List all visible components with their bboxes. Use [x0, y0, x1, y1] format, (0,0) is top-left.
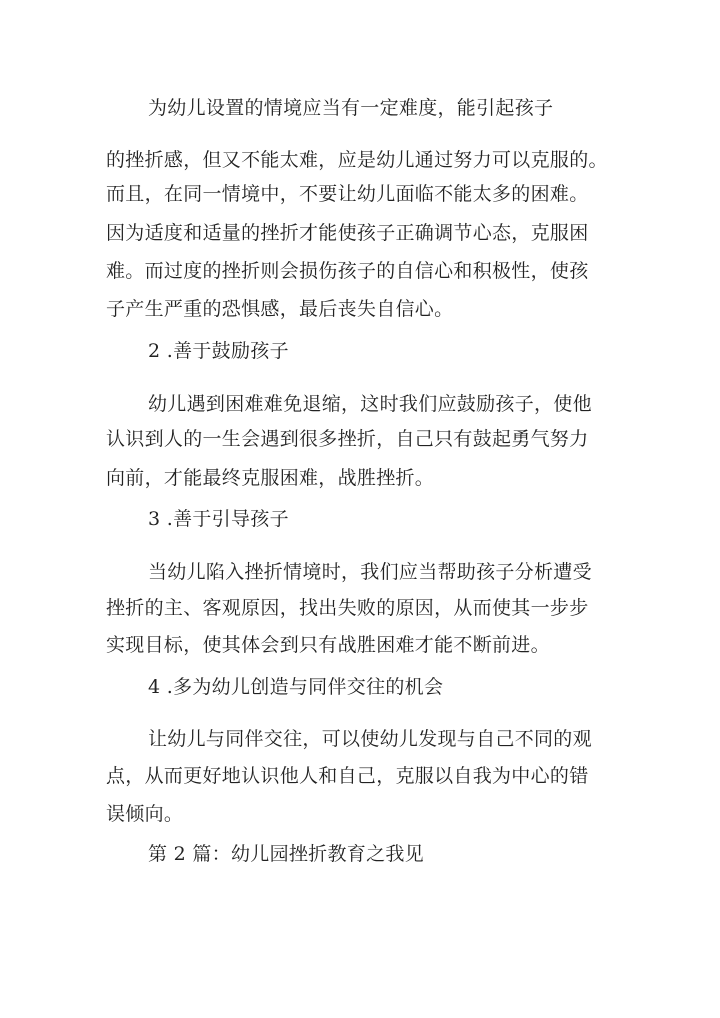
paragraph-line: 子产生严重的恐惧感，最后丧失自信心。: [106, 298, 454, 320]
section-heading: 3 .善于引导孩子: [148, 508, 289, 530]
chapter-heading: 第 2 篇：幼儿园挫折教育之我见: [148, 843, 424, 865]
section-heading: 2 .善于鼓励孩子: [148, 340, 289, 362]
paragraph-line: 误倾向。: [106, 803, 184, 825]
section-heading: 4 .多为幼儿创造与同伴交往的机会: [148, 676, 444, 698]
paragraph-line: 点，从而更好地认识他人和自己，克服以自我为中心的错: [106, 765, 589, 787]
paragraph-line: 认识到人的一生会遇到很多挫折，自己只有鼓起勇气努力: [106, 428, 589, 450]
paragraph-line: 的挫折感，但又不能太难，应是幼儿通过努力可以克服的。: [106, 149, 608, 171]
paragraph-line: 为幼儿设置的情境应当有一定难度，能引起孩子: [148, 97, 554, 119]
paragraph-line: 幼儿遇到困难难免退缩，这时我们应鼓励孩子，使他: [148, 393, 592, 415]
paragraph-line: 而且，在同一情境中，不要让幼儿面临不能太多的困难。: [106, 183, 589, 205]
paragraph-line: 向前，才能最终克服困难，战胜挫折。: [106, 467, 435, 489]
paragraph-line: 让幼儿与同伴交往，可以使幼儿发现与自己不同的观: [148, 728, 592, 750]
paragraph-line: 当幼儿陷入挫折情境时，我们应当帮助孩子分析遭受: [148, 561, 592, 583]
paragraph-line: 因为适度和适量的挫折才能使孩子正确调节心态，克服困: [106, 222, 589, 244]
paragraph-line: 实现目标，使其体会到只有战胜困难才能不断前进。: [106, 634, 550, 656]
paragraph-line: 挫折的主、客观原因，找出失败的原因，从而使其一步步: [106, 597, 589, 619]
paragraph-line: 难。而过度的挫折则会损伤孩子的自信心和积极性，使孩: [106, 260, 589, 282]
